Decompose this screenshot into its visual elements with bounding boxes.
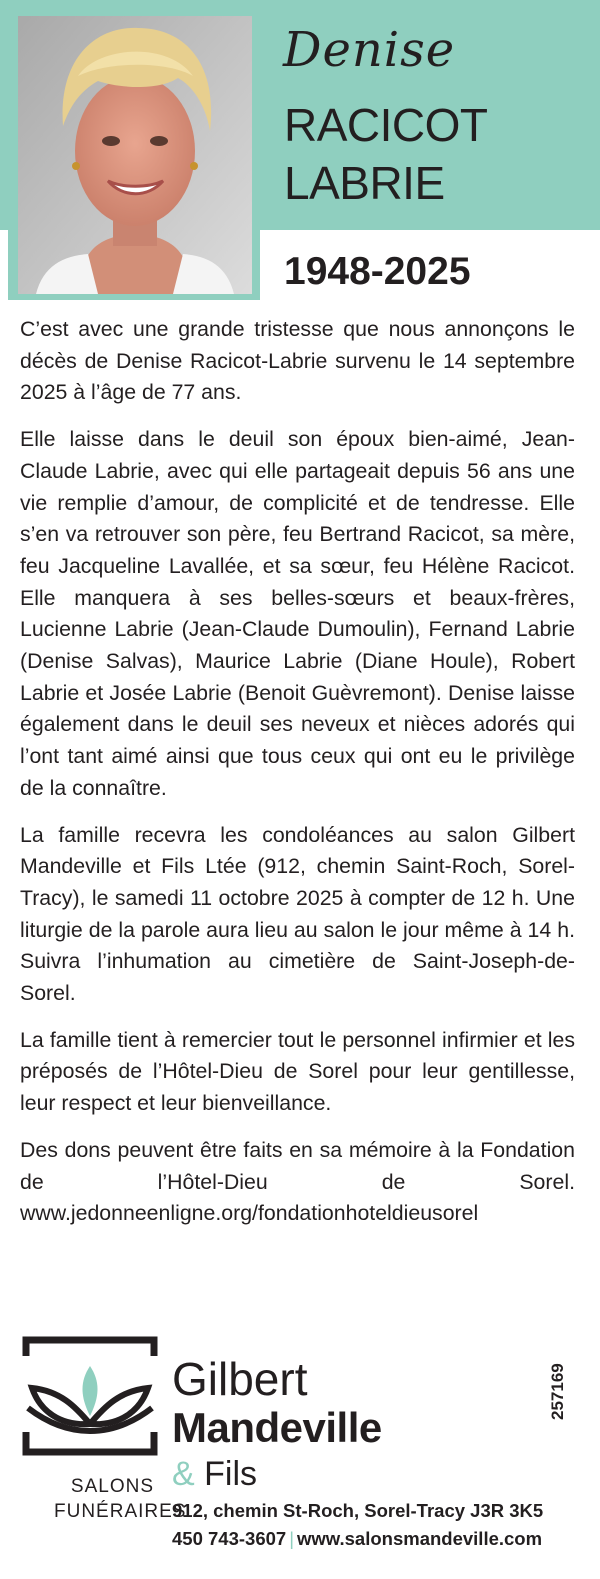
brand-name-fils [172,1455,257,1494]
funeraires-label: FUNÉRAIRES [54,1501,187,1522]
obituary-text [20,314,575,1245]
paragraph: Elle laisse dans le deuil son époux bien-aimé, Jean-Claude Labrie, avec qui elle partageait depuis 56 ans une vie remplie d’amour, de complicité et de tendresse. Elle s’en va retrouver son père, feu Bertrand Racicot, sa mère, feu Jacqueline Lavallée, et sa sœur, feu Hélène Racicot. Elle manquera à ses belles-sœurs et beaux-frères, Lucienne Labrie (Jean-Claude Dumoulin), Fernand Labrie (Denise Salvas), Maurice Labrie (Diane Houle), Robert Labrie et Josée Labrie (Benoit Guèvremont). Denise laisse également dans le deuil ses neveux et nièces adorés qui l’ont tant aimé ainsi que tous ceux qui ont eu le privilège de la connaître. [20,427,575,800]
photo-frame [8,8,260,300]
brand-name-gilbert: Gilbert [172,1353,308,1405]
paragraph: La famille recevra les condoléances au salon Gilbert Mandeville et Fils Ltée (912, chemin Saint-Roch, Sorel-Tracy), le samedi 11 octobre 2025 à compter de 12 h. Une liturgie de la parole aura lieu au salon le jour même à 14 h. Suivra l’inhumation au cimetière de Saint-Joseph-de-Sorel. [20,822,575,1006]
separator: | [289,1528,295,1549]
last-name-line-2: LABRIE [284,157,445,209]
last-name-line-1: RACICOT [284,99,488,151]
phone: 450 743-3607 [172,1528,287,1549]
paragraph: C’est avec une grande tristesse que nous annonçons le décès de Denise Racicot-Labrie survenu le 14 septembre 2025 à l’âge de 77 ans. [20,317,575,405]
first-name: Denise [283,22,456,78]
lotus-logo-icon [20,1336,160,1456]
website-link[interactable]: www.salonsmandeville.com [297,1528,543,1549]
fils-label: Fils [204,1455,258,1493]
address: 912, chemin St-Roch, Sorel-Tracy J3R 3K5 [172,1500,544,1521]
salons-label: SALONS [70,1476,154,1497]
ampersand: & [172,1455,195,1493]
portrait-photo [18,16,252,294]
contact-line [172,1528,542,1550]
paragraph: La famille tient à remercier tout le personnel infirmier et les préposés de l’Hôtel-Dieu de Sorel pour leur gentillesse, leur respect et leur bienveillance. [20,1027,575,1116]
last-name [284,96,488,212]
paragraph: Des dons peuvent être faits en sa mémoire à la Fondation de l’Hôtel-Dieu de Sorel. www.jedonneenligne.org/fondationhoteldieusorel [20,1137,575,1226]
years: 1948-2025 [284,250,471,293]
brand-name-mandeville: Mandeville [172,1404,382,1451]
ad-number: 257169 [548,1363,567,1420]
salons-funeraires [54,1474,187,1524]
